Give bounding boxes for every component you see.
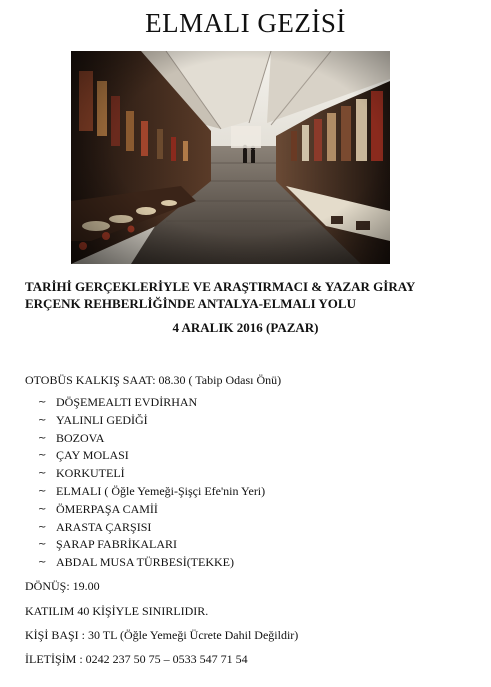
tour-description: [25, 278, 475, 312]
itinerary-item-label: ÇAY MOLASI: [56, 448, 129, 463]
page-title: ELMALI GEZİSİ: [145, 8, 346, 38]
tour-date: 4 ARALIK 2016 (PAZAR): [172, 320, 319, 335]
itinerary-item: [38, 483, 265, 501]
itinerary-item-label: ÖMERPAŞA CAMİİ: [56, 501, 158, 516]
bazaar-street-image: [71, 51, 390, 264]
itinerary-item: [38, 447, 265, 465]
itinerary-item: [38, 412, 265, 430]
tilde-bullet-icon: ~: [38, 485, 47, 497]
itinerary-item: [38, 465, 265, 483]
itinerary-item: [38, 430, 265, 448]
tilde-bullet-icon: ~: [38, 414, 47, 426]
itinerary-item: [38, 554, 265, 572]
return-time: DÖNÜŞ: 19.00: [25, 579, 100, 593]
capacity-note: KATILIM 40 KİŞİYLE SINIRLIDIR.: [25, 604, 209, 618]
itinerary-item-label: ABDAL MUSA TÜRBESİ(TEKKE): [56, 555, 235, 570]
itinerary-item-label: ELMALI ( Öğle Yemeği-Şişçi Efe'nin Yeri): [56, 483, 266, 498]
tilde-bullet-icon: ~: [38, 450, 47, 462]
tilde-bullet-icon: ~: [38, 432, 47, 444]
tour-description-line-2: ERÇENK REHBERLİĞİNDE ANTALYA-ELMALI YOLU: [25, 296, 356, 311]
itinerary-item-label: DÖŞEMEALTI EVDİRHAN: [56, 395, 198, 409]
itinerary-item-label: ŞARAP FABRİKALARI: [56, 537, 178, 552]
tilde-bullet-icon: ~: [38, 557, 47, 569]
itinerary-item: [38, 394, 265, 412]
itinerary-list: [38, 394, 265, 572]
itinerary-item-label: YALINLI GEDİĞİ: [56, 412, 148, 427]
tour-description-line-1: TARİHİ GERÇEKLERİYLE VE ARAŞTIRMACI & YAZAR GİRAY: [25, 279, 416, 294]
price-info: KİŞİ BAŞI : 30 TL (Öğle Yemeği Ücrete Dahil Değildir): [25, 628, 299, 642]
tilde-bullet-icon: ~: [38, 521, 47, 533]
itinerary-item-label: BOZOVA: [56, 430, 105, 445]
itinerary-item-label: KORKUTELİ: [56, 466, 125, 481]
tilde-bullet-icon: ~: [38, 468, 47, 480]
tilde-bullet-icon: ~: [38, 539, 47, 551]
bazaar-photo: [71, 51, 390, 264]
itinerary-item: [38, 536, 265, 554]
itinerary-item: [38, 519, 265, 537]
tilde-bullet-icon: ~: [38, 503, 47, 515]
departure-info: OTOBÜS KALKIŞ SAAT: 08.30 ( Tabip Odası Önü): [25, 373, 282, 387]
tilde-bullet-icon: ~: [38, 397, 47, 408]
itinerary-item-label: ARASTA ÇARŞISI: [56, 519, 152, 534]
itinerary-item: [38, 501, 265, 519]
contact-info: İLETİŞİM : 0242 237 50 75 – 0533 547 71 54: [25, 652, 248, 666]
